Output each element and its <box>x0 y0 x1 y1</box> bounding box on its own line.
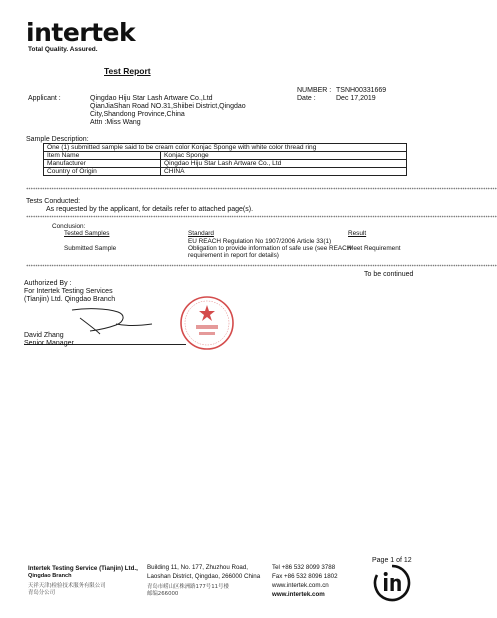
applicant-line: QianJiaShan Road NO.31,Shiibei District,Qingdao <box>90 103 246 110</box>
footer-company-cn: 青岛分公司 <box>28 590 55 596</box>
row-value: CHINA <box>161 168 407 176</box>
authorized-line: (Tianjin) Ltd. Qingdao Branch <box>24 296 116 303</box>
table-row <box>44 152 407 160</box>
table-row <box>44 168 407 176</box>
intertek-logo: intertek <box>26 18 136 47</box>
result-value: Meet Requirement <box>348 245 401 252</box>
date-value: Dec 17,2019 <box>336 95 376 102</box>
report-title: Test Report <box>104 66 151 76</box>
sample-heading: Sample Description: <box>26 136 89 143</box>
footer-email-link[interactable]: www.intertek.com.cn <box>272 582 329 589</box>
signature <box>66 304 156 338</box>
number-value: TSNH00331669 <box>336 87 387 94</box>
col-standard: Standard <box>188 230 214 237</box>
standard-line: Obligation to provide information of safe use (see REACH <box>188 245 352 252</box>
authorized-line: Authorized By : <box>24 280 72 287</box>
footer-branch: Qingdao Branch <box>28 573 72 579</box>
separator: ************************************************************************************************************************************************************************************************************ <box>26 187 497 192</box>
footer-address-cn: 邮编266000 <box>147 591 179 597</box>
footer-fax: Fax +86 532 8096 1802 <box>272 573 338 580</box>
col-result: Result <box>348 230 367 237</box>
separator: ************************************************************************************************************************************************************************************************************ <box>26 215 497 220</box>
applicant-line: City,Shandong Province,China <box>90 111 185 118</box>
date-label: Date : <box>297 95 316 102</box>
sample-summary: One (1) submitted sample said to be cream color Konjac Sponge with white color thread ring <box>44 144 407 152</box>
footer-address-cn: 青岛市崂山区株洲路177号11号楼 <box>147 584 229 590</box>
footer-web-link[interactable]: www.intertek.com <box>272 591 325 598</box>
applicant-line: Attn :Miss Wang <box>90 119 141 126</box>
standard-line: requirement in report for details) <box>188 252 279 259</box>
applicant-line: Qingdao Hiju Star Lash Artware Co.,Ltd <box>90 95 213 102</box>
footer-address: Building 11, No. 177, Zhuzhou Road, <box>147 564 249 571</box>
footer-company-cn: 天祥天津)检验技术服务有限公司 <box>28 583 106 589</box>
continued-note: To be continued <box>364 271 414 278</box>
tagline: Total Quality. Assured. <box>28 46 98 53</box>
applicant-label: Applicant : <box>28 95 61 102</box>
table-row <box>44 160 407 168</box>
table-row <box>44 144 407 152</box>
tested-sample: Submitted Sample <box>64 245 117 252</box>
row-label: Manufacturer <box>44 160 161 168</box>
row-value: Konjac Sponge <box>161 152 407 160</box>
signer-name: David Zhang <box>24 332 64 339</box>
number-label: NUMBER : <box>297 87 332 94</box>
row-value: Qingdao Hiju Star Lash Artware Co., Ltd <box>161 160 407 168</box>
tests-heading: Tests Conducted: <box>26 198 81 205</box>
page-number: Page 1 of 12 <box>372 557 412 564</box>
signer-role: Senior Manager <box>24 340 74 347</box>
conclusion-heading: Conclusion: <box>52 223 86 230</box>
authorized-line: For Intertek Testing Services <box>24 288 113 295</box>
standard-line: EU REACH Regulation No 1907/2006 Article 33(1) <box>188 238 332 245</box>
row-label: Item Name <box>44 152 161 160</box>
sample-table <box>43 143 407 176</box>
col-tested-samples: Tested Samples <box>64 230 110 237</box>
footer-address: Laoshan District, Qingdao, 266000 China <box>147 573 261 580</box>
footer-tel: Tel +86 532 8099 3788 <box>272 564 336 571</box>
separator: ************************************************************************************************************************************************************************************************************ <box>26 264 497 269</box>
intertek-round-logo-icon <box>372 563 412 603</box>
tests-text: As requested by the applicant, for details refer to attached page(s). <box>46 206 254 213</box>
company-seal-stamp <box>179 295 235 351</box>
row-label: Country of Origin <box>44 168 161 176</box>
footer-company: Intertek Testing Service (Tianjin) Ltd., <box>28 565 138 572</box>
